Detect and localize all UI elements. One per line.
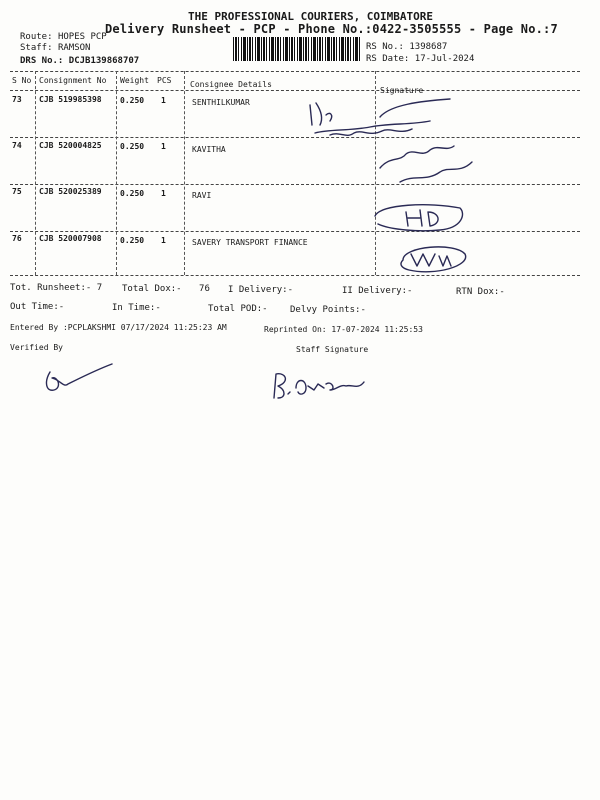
col-header-consignee: Consignee Details bbox=[190, 80, 272, 89]
route-line bbox=[20, 32, 107, 42]
total-dox-value: 76 bbox=[199, 284, 210, 294]
col-header-pcs: PCS bbox=[157, 76, 172, 85]
cell-sno: 75 bbox=[12, 187, 22, 196]
cell-pcs: 1 bbox=[161, 236, 166, 245]
cell-sno: 76 bbox=[12, 234, 22, 243]
table-top-rule bbox=[10, 71, 580, 72]
rs-date-value: 17-Jul-2024 bbox=[414, 54, 475, 64]
cell-weight: 0.250 bbox=[120, 189, 145, 198]
table-bottom-rule bbox=[10, 275, 580, 276]
ii-delivery: II Delivery:- bbox=[342, 286, 413, 296]
column-separator bbox=[35, 71, 36, 275]
cell-consignment: CJB 520004825 bbox=[39, 141, 102, 150]
table-header-rule bbox=[10, 90, 580, 91]
total-dox-label: Total Dox:- bbox=[122, 284, 182, 294]
cell-consignment: CJB 520007908 bbox=[39, 234, 102, 243]
cell-consignee: SENTHILKUMAR bbox=[192, 98, 250, 107]
staff-value: RAMSON bbox=[57, 43, 91, 53]
drs-label: DRS No.: bbox=[20, 56, 64, 66]
total-dox bbox=[122, 284, 210, 294]
staff-line bbox=[20, 43, 90, 53]
cell-sno: 74 bbox=[12, 141, 22, 150]
staff-label: Staff: bbox=[20, 43, 53, 53]
barcode-image bbox=[233, 37, 361, 61]
cell-pcs: 1 bbox=[161, 142, 166, 151]
col-header-consignment: Consignment No bbox=[39, 76, 107, 85]
rs-date-label: RS Date: bbox=[366, 54, 410, 64]
cell-weight: 0.250 bbox=[120, 96, 145, 105]
rs-no-label: RS No.: bbox=[366, 42, 404, 52]
i-delivery: I Delivery:- bbox=[228, 285, 294, 295]
drs-value: DCJB139868707 bbox=[68, 56, 140, 66]
cell-consignment: CJB 519985398 bbox=[39, 95, 102, 104]
verifier-signature bbox=[40, 362, 120, 402]
col-header-signature: Signature bbox=[380, 86, 424, 95]
company-name: THE PROFESSIONAL COURIERS, COIMBATORE bbox=[188, 10, 434, 23]
cell-consignment: CJB 520025389 bbox=[39, 187, 102, 196]
cell-weight: 0.250 bbox=[120, 142, 145, 151]
cell-pcs: 1 bbox=[161, 189, 166, 198]
staff-signature-mark bbox=[266, 368, 376, 408]
out-time: Out Time:- bbox=[10, 302, 65, 312]
recipient-signature-4 bbox=[395, 240, 475, 280]
route-value: HOPES PCP bbox=[57, 32, 107, 42]
in-time: In Time:- bbox=[112, 303, 161, 313]
row-divider bbox=[10, 184, 580, 185]
reprinted-on: Reprinted On: 17-07-2024 11:25:53 bbox=[264, 325, 423, 334]
rtn-dox: RTN Dox:- bbox=[456, 287, 505, 297]
cell-consignee: RAVI bbox=[192, 191, 212, 200]
cell-consignee: SAVERY TRANSPORT FINANCE bbox=[192, 238, 308, 247]
delvy-points: Delvy Points:- bbox=[290, 305, 366, 315]
rs-no-value: 1398687 bbox=[409, 42, 448, 52]
total-pod: Total POD:- bbox=[208, 304, 268, 314]
recipient-signature-3 bbox=[370, 198, 470, 238]
recipient-signature-2 bbox=[370, 138, 480, 188]
rs-date-line bbox=[366, 54, 474, 64]
staff-signature-label: Staff Signature bbox=[296, 345, 369, 354]
cell-pcs: 1 bbox=[161, 96, 166, 105]
cell-sno: 73 bbox=[12, 95, 22, 104]
col-header-sno: S No bbox=[12, 76, 32, 85]
runsheet-title: Delivery Runsheet - PCP - Phone No.:0422-3505555 - Page No.:7 bbox=[105, 22, 558, 36]
drs-line bbox=[20, 56, 139, 66]
column-separator bbox=[116, 71, 117, 275]
col-header-weight: Weight bbox=[120, 76, 149, 85]
entered-by: Entered By :PCPLAKSHMI 07/17/2024 11:25:23 AM bbox=[10, 323, 227, 332]
cell-consignee: KAVITHA bbox=[192, 145, 226, 154]
verified-by-label: Verified By bbox=[10, 343, 63, 352]
rs-no-line bbox=[366, 42, 447, 52]
route-label: Route: bbox=[20, 32, 53, 42]
cell-weight: 0.250 bbox=[120, 236, 145, 245]
row-divider bbox=[10, 231, 580, 232]
column-separator bbox=[184, 71, 185, 275]
tot-runsheet: Tot. Runsheet:- 7 bbox=[10, 283, 103, 293]
